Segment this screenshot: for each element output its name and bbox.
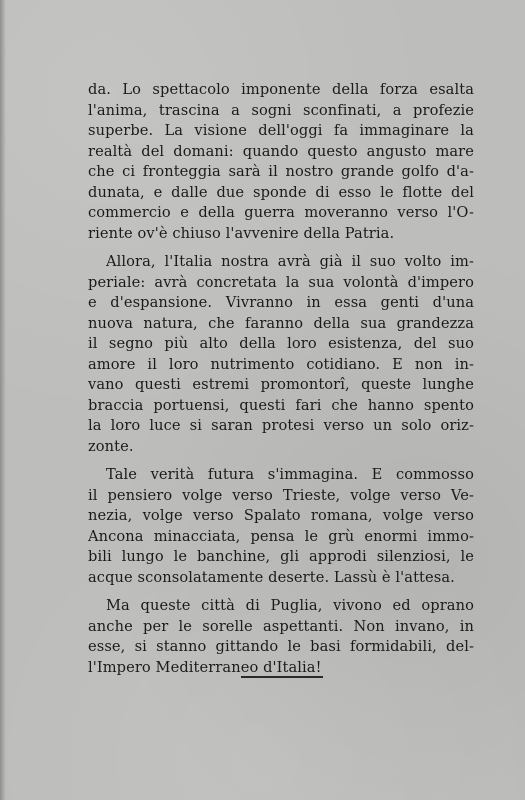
text-line: Allora, l'Italia nostra avrà già il suo volto im- — [106, 253, 474, 270]
text-line: anche per le sorelle aspettanti. Non invano, in — [88, 617, 474, 635]
text-line: nuova natura, che faranno della sua grandezza — [88, 314, 474, 332]
text-line: braccia portuensi, questi fari che hanno spento — [88, 396, 474, 414]
text-line: acque sconsolatamente deserte. Lassù è l'attesa. — [88, 568, 455, 586]
text-line: che ci fronteggia sarà il nostro grande golfo d'a- — [88, 163, 474, 180]
text-line: la loro luce si saran protesi verso un solo oriz- — [88, 417, 474, 434]
text-line: zonte. — [88, 437, 134, 455]
text-line: il segno più alto della loro esistenza, del suo — [88, 335, 474, 352]
text-line: da. Lo spettacolo imponente della forza esalta — [88, 81, 474, 98]
text-line: dunata, e dalle due sponde di esso le flotte del — [88, 183, 474, 201]
text-line: bili lungo le banchine, gli approdi silenziosi, le — [88, 548, 474, 565]
text-line: superbe. La visione dell'oggi fa immaginare la — [88, 122, 474, 139]
paragraph-3 — [88, 465, 474, 588]
body-text — [88, 80, 474, 686]
paragraph-2 — [88, 252, 474, 457]
text-line: nezia, volge verso Spalato romana, volge verso — [88, 507, 474, 524]
text-line: l'anima, trascina a sogni sconfinati, a profezie — [88, 101, 474, 119]
text-line: periale: avrà concretata la sua volontà d'impero — [88, 273, 474, 291]
text-line: il pensiero volge verso Trieste, volge verso Ve- — [88, 486, 474, 504]
text-line: Ma queste città di Puglia, vivono ed oprano — [106, 597, 474, 614]
text-line: realtà del domani: quando questo angusto mare — [88, 142, 474, 160]
paragraph-1 — [88, 80, 474, 244]
text-line: commercio e della guerra moveranno verso l'O- — [88, 204, 474, 221]
text-line: amore il loro nutrimento cotidiano. E non in- — [88, 355, 474, 373]
page-edge-shadow — [0, 0, 6, 800]
paragraph-4 — [88, 596, 474, 678]
text-line: vano questi estremi promontorî, queste lunghe — [88, 376, 474, 393]
text-line: Tale verità futura s'immagina. E commosso — [106, 466, 474, 483]
text-line: e d'espansione. Vivranno in essa genti d'una — [88, 294, 474, 311]
section-divider — [241, 676, 323, 678]
text-line: Ancona minacciata, pensa le grù enormi immo- — [88, 527, 474, 545]
text-line: l'Impero Mediterraneo d'Italia! — [88, 658, 322, 676]
text-line: esse, si stanno gittando le basi formidabili, del- — [88, 638, 474, 655]
text-line: riente ov'è chiuso l'avvenire della Patria. — [88, 224, 395, 242]
